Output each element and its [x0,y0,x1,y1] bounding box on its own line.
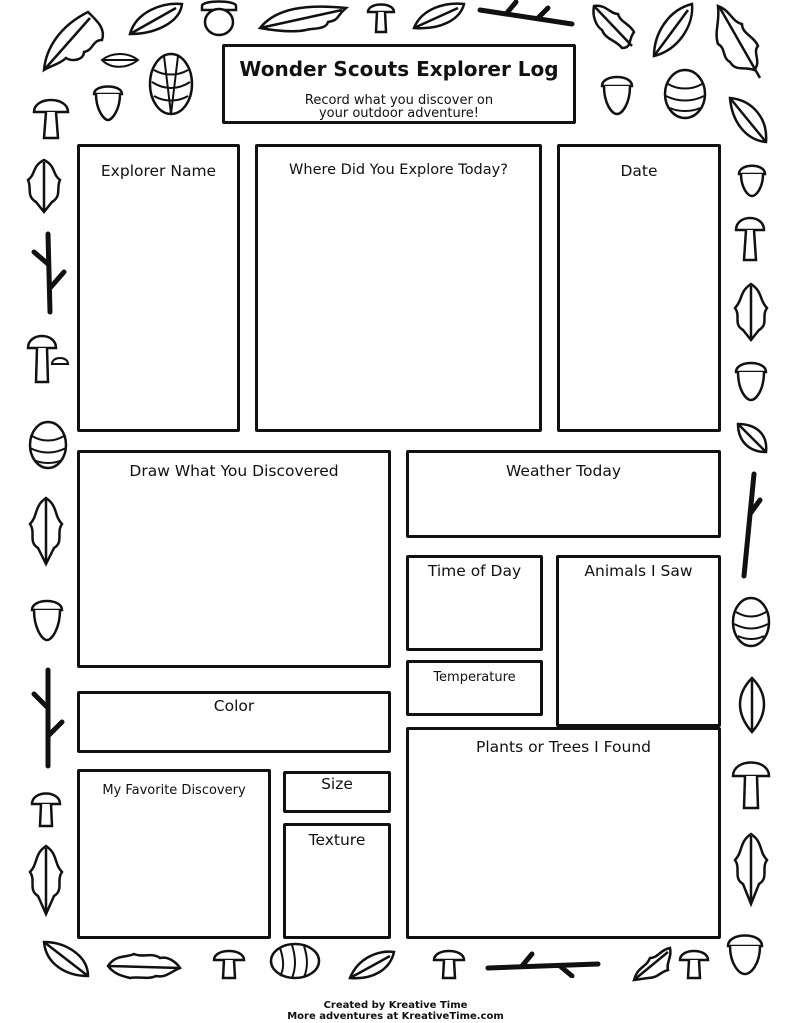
date-box[interactable] [557,144,721,432]
twig-icon [28,230,68,316]
oak-leaf-icon [588,0,640,52]
leaf-icon [126,0,186,38]
acorn-icon [28,594,66,644]
acorn-icon [736,160,768,200]
pinecone-icon [730,594,772,650]
mushroom-icon [734,212,766,264]
acorn-icon [732,356,770,404]
explorer-name-label: Explorer Name [100,162,217,180]
oak-leaf-icon [26,494,66,568]
temperature-label: Temperature [433,670,516,685]
where-explored-box[interactable] [255,144,542,432]
page-title: Wonder Scouts Explorer Log [239,57,559,81]
mushroom-icon [30,788,62,830]
mushroom-icon [730,756,772,812]
oak-leaf-icon [630,944,676,984]
pinecone-icon [26,418,70,472]
animals-label: Animals I Saw [584,562,693,580]
where-explored-label: Where Did You Explore Today? [289,162,508,178]
date-label: Date [620,162,658,180]
favorite-discovery-label: My Favorite Discovery [102,783,246,798]
color-box[interactable] [77,691,391,753]
size-label: Size [321,775,353,793]
leaf-icon [40,938,92,980]
texture-box[interactable] [283,823,391,939]
color-label: Color [213,697,255,715]
oak-leaf-icon [730,280,772,344]
pinecone-icon [268,940,322,982]
weather-label: Weather Today [505,462,622,480]
draw-discovery-box[interactable] [77,450,391,668]
pinecone-icon [146,46,196,118]
leaf-icon [100,50,140,72]
time-of-day-box[interactable] [406,555,543,651]
texture-label: Texture [308,831,366,849]
size-box[interactable] [283,771,391,813]
mushroom-icon [24,330,70,386]
acorn-icon [196,0,242,38]
oak-leaf-icon [104,948,184,982]
oak-leaf-icon [256,2,352,34]
acorn-icon [598,70,636,118]
acorn-icon [724,928,766,978]
time-of-day-label: Time of Day [427,562,522,580]
acorn-icon [90,80,126,124]
mushroom-icon [30,92,72,142]
twig-icon [736,470,764,580]
temperature-box[interactable] [406,660,543,716]
weather-box[interactable] [406,450,721,538]
twig-icon [30,666,66,770]
credit-line-2: More adventures at KreativeTime.com [287,1011,504,1022]
favorite-discovery-box[interactable] [77,769,271,939]
title-panel [222,44,576,124]
twig-icon [476,0,576,30]
animals-box[interactable] [556,555,721,727]
subtitle-line-1: Record what you discover on [304,93,494,108]
oak-leaf-icon [730,830,772,908]
leaf-icon [724,92,772,148]
subtitle-line-2: your outdoor adventure! [318,106,480,121]
mushroom-icon [678,946,710,982]
leaf-icon [410,0,468,32]
footer-credits [0,1000,791,1022]
oak-leaf-icon [26,156,64,216]
page-subtitle [225,94,573,120]
twig-icon [484,950,602,978]
explorer-name-box[interactable] [77,144,240,432]
draw-discovery-label: Draw What You Discovered [129,462,339,480]
oak-leaf-icon [708,0,770,82]
mushroom-icon [432,946,466,982]
plants-trees-label: Plants or Trees I Found [476,738,651,756]
leaf-icon [734,420,770,456]
mushroom-icon [212,946,246,982]
leaf-icon [734,674,770,736]
oak-leaf-icon [26,842,66,918]
leaf-icon [346,948,398,982]
leaf-icon [648,0,696,60]
plants-trees-box[interactable] [406,727,721,939]
credit-line-1: Created by Kreative Time [323,1000,468,1011]
pinecone-icon [662,66,708,122]
mushroom-icon [364,0,398,36]
